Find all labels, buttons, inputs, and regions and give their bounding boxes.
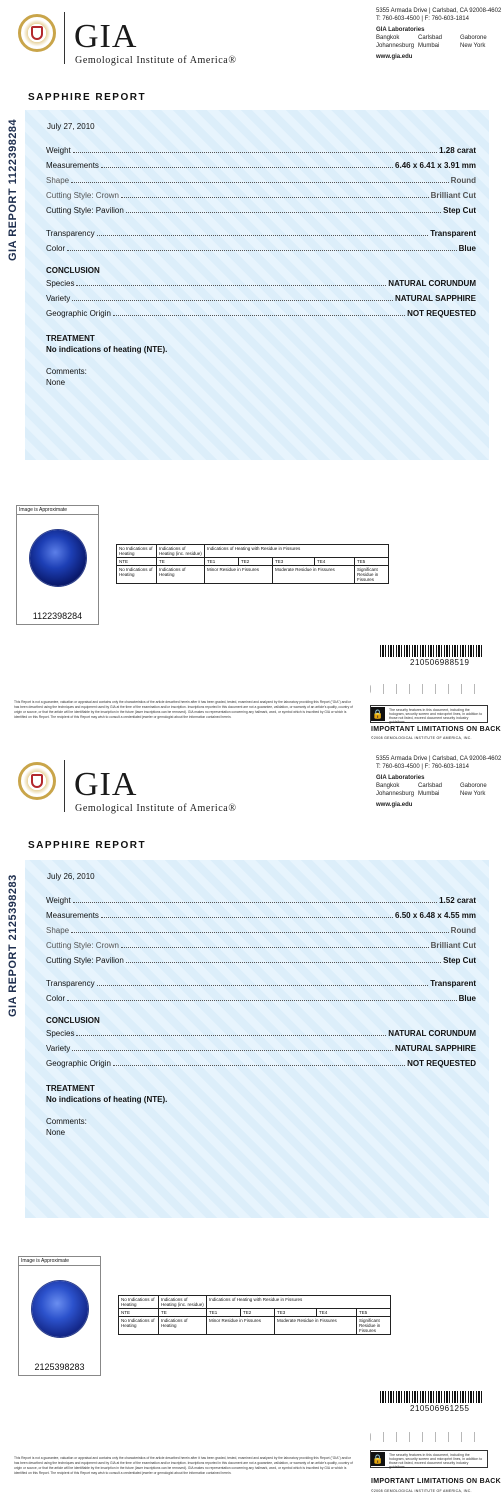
pavilion-row: Cutting Style: Pavilion Step Cut [46,956,476,965]
heat-cell: Indications of Heating with Residue in Fissures [205,545,389,558]
gia-subtitle: Gemological Institute of America® [75,803,237,814]
lab-city: Gaborone [460,35,487,41]
barcode-number: 210506988519 [410,658,470,667]
species-row: Species NATURAL CORUNDUM [46,1029,476,1038]
treatment-heading: TREATMENT [46,1084,95,1093]
lab-city: Bangkok [376,783,400,789]
labs-title: GIA Laboratories [376,775,425,781]
heat-cell: TE4 [315,558,355,566]
lab-city: Mumbai [418,791,440,797]
crown-row: Cutting Style: Crown Brilliant Cut [46,191,476,200]
gia-logo: GIA [74,18,138,55]
stone-image-box [16,505,99,625]
heat-cell: Indications of Heating with Residue in Fissures [207,1296,391,1309]
sapphire-image [30,530,86,586]
heat-cell: TE1 [205,558,239,566]
lock-icon: 🔒 [372,709,384,719]
lab-address [376,755,501,809]
gia-seal-icon [18,14,56,52]
gia-logo: GIA [74,766,138,803]
treatment-text: No indications of heating (NTE). [46,345,168,354]
heat-cell: Significant Residue in Fissures [355,566,389,584]
lab-city: New York [460,791,486,797]
weight-row: Weight 1.28 carat [46,146,476,155]
image-caption: Image is Approximate [17,506,98,515]
transparency-row: Transparency Transparent [46,229,476,238]
origin-row: Geographic Origin NOT REQUESTED [46,309,476,318]
comments [46,366,476,388]
header-divider [64,12,65,64]
lab-city: Carlsbad [418,783,443,789]
heat-cell: Indications of Heating [157,566,205,584]
sapphire-report-1 [0,0,503,745]
side-report-number: GIA REPORT 1122398284 [7,118,19,261]
gia-subtitle: Gemological Institute of America® [75,55,237,66]
report-title: SAPPHIRE REPORT [28,92,147,103]
copyright: ©2008 GEMOLOGICAL INSTITUTE OF AMERICA, INC. [371,1489,472,1493]
conclusion-heading: CONCLUSION [46,1016,100,1025]
lab-city: Johannesburg [376,43,415,49]
origin-row: Geographic Origin NOT REQUESTED [46,1059,476,1068]
website-link[interactable]: www.gia.edu [376,802,413,808]
heat-cell: Indications of Heating (inc. residue) [159,1296,207,1309]
comments [46,1116,476,1138]
hologram-strip [370,1432,485,1442]
lab-city: Bangkok [376,35,400,41]
heat-cell: Indications of Heating (inc. residue) [157,545,205,558]
report-number: 2125398283 [34,1362,85,1372]
phone-line: T: 760-603-4500 | F: 760-603-1814 [376,764,469,770]
website-link[interactable]: www.gia.edu [376,54,413,60]
hologram-strip [370,684,485,694]
labs-title: GIA Laboratories [376,27,425,33]
limitations-notice: IMPORTANT LIMITATIONS ON BACK [371,1478,502,1485]
variety-row: Variety NATURAL SAPPHIRE [46,1044,476,1053]
variety-row: Variety NATURAL SAPPHIRE [46,294,476,303]
heat-cell: Minor Residue in Fissures [205,566,273,584]
heat-cell: NTE [119,1309,159,1317]
lab-city: Gaborone [460,783,487,789]
conclusion-heading: CONCLUSION [46,266,100,275]
report-title: SAPPHIRE REPORT [28,840,147,851]
heat-cell: TE3 [273,558,315,566]
heat-cell: TE5 [355,558,389,566]
report-panel [25,110,489,460]
treatment-text: No indications of heating (NTE). [46,1095,168,1104]
header-divider [64,760,65,812]
comments-label: Comments: [46,367,87,376]
species-row: Species NATURAL CORUNDUM [46,279,476,288]
heat-cell: Significant Residue in Fissures [357,1317,391,1335]
heat-cell: TE2 [241,1309,275,1317]
heat-cell: TE [159,1309,207,1317]
crown-row: Cutting Style: Crown Brilliant Cut [46,941,476,950]
heat-cell: NTE [117,558,157,566]
copyright: ©2008 GEMOLOGICAL INSTITUTE OF AMERICA, INC. [371,736,472,740]
address-line: 5355 Armada Drive | Carlsbad, CA 92008-4602 [376,8,502,14]
barcode [380,1391,484,1403]
lab-city: New York [460,43,486,49]
weight-row: Weight 1.52 carat [46,896,476,905]
address-line: 5355 Armada Drive | Carlsbad, CA 92008-4602 [376,756,502,762]
measurements-row: Measurements 6.50 x 6.48 x 4.55 mm [46,911,476,920]
heat-cell: Moderate Residue in Fissures [275,1317,357,1335]
barcode-number: 210506961255 [410,1404,470,1413]
heat-cell: No Indications of Heating [119,1296,159,1309]
color-row: Color Blue [46,244,476,253]
report-header [0,0,503,85]
heat-cell: TE3 [275,1309,317,1317]
heating-table [118,1295,391,1335]
heat-cell: TE4 [317,1309,357,1317]
measurements-row: Measurements 6.46 x 6.41 x 3.91 mm [46,161,476,170]
side-report-number: GIA REPORT 2125398283 [7,874,19,1017]
treatment-heading: TREATMENT [46,334,95,343]
report-date: July 26, 2010 [47,872,95,881]
heat-cell: TE5 [357,1309,391,1317]
heat-cell: Minor Residue in Fissures [207,1317,275,1335]
heat-cell: No Indications of Heating [119,1317,159,1335]
lab-address [376,7,501,61]
pavilion-row: Cutting Style: Pavilion Step Cut [46,206,476,215]
color-row: Color Blue [46,994,476,1003]
transparency-row: Transparency Transparent [46,979,476,988]
sapphire-report-2 [0,748,503,1503]
lab-city: Johannesburg [376,791,415,797]
comments-value: None [46,378,66,387]
sapphire-image [32,1281,88,1337]
heat-cell: TE1 [207,1309,241,1317]
comments-label: Comments: [46,1117,87,1126]
security-text: The security features in this document, including the hologram, security screen and microprint lines, in addition to those not listed, exceed document security industry guidelines. [389,1453,483,1469]
stone-image-box [18,1256,101,1376]
phone-line: T: 760-603-4500 | F: 760-603-1814 [376,16,469,22]
heat-cell: TE2 [239,558,273,566]
limitations-notice: IMPORTANT LIMITATIONS ON BACK [371,726,502,733]
heat-cell: Indications of Heating [159,1317,207,1335]
heating-table [116,544,389,584]
report-date: July 27, 2010 [47,122,95,131]
gia-seal-icon [18,762,56,800]
report-number: 1122398284 [32,611,83,621]
report-header [0,748,503,833]
heat-cell: TE [157,558,205,566]
report-panel [25,860,489,1218]
heat-cell: No Indications of Heating [117,566,157,584]
heat-cell: Moderate Residue in Fissures [273,566,355,584]
shape-row: Shape Round [46,176,476,185]
disclaimer-text: This Report is not a guarantee, valuation or appraisal and contains only the characteristics of the article described herein after it has been graded, tested, examined and analyzed by the laboratory providing this Report ("GIA") and/or has been described using the techniques and equipment used by GIA at the time of the examination and/or inscription. Inscriptions reported in this document are not a guarantee, validation, or warranty of an article's quality, country of origin or source, or that the article will be identifiable by the inscription in the future (laser inscriptions can be removed). GIA makes no representation concerning any hallmark, word, or symbol which is inscribed by GIA or which is identified on this Report. The recipient of this Report may wish to consult a credentialed jeweler or gemologist about the information contained herein. [14,1456,353,1475]
image-caption: Image is Approximate [19,1257,100,1266]
shape-row: Shape Round [46,926,476,935]
heat-cell: No Indications of Heating [117,545,157,558]
disclaimer-text: This Report is not a guarantee, valuation or appraisal and contains only the characteristics of the article described herein after it has been graded, tested, examined and analyzed by the laboratory providing this Report ("GIA") and/or has been described using the techniques and equipment used by GIA at the time of the examination and/or inscription. Inscriptions reported in this document are not a guarantee, validation, or warranty of an article's quality, country of origin or source, or that the article will be identifiable by the inscription in the future (laser inscriptions can be removed). GIA makes no representation concerning any hallmark, word, or symbol which is inscribed by GIA or which is identified on this Report. The recipient of this Report may wish to consult a credentialed jeweler or gemologist about the information contained herein. [14,700,353,719]
lock-icon: 🔒 [372,1454,384,1464]
barcode [380,645,484,657]
lab-city: Mumbai [418,43,440,49]
comments-value: None [46,1128,66,1137]
lab-city: Carlsbad [418,35,443,41]
security-text: The security features in this document, including the hologram, security screen and microprint lines, in addition to those not listed, exceed document security industry guidelines. [389,708,483,724]
